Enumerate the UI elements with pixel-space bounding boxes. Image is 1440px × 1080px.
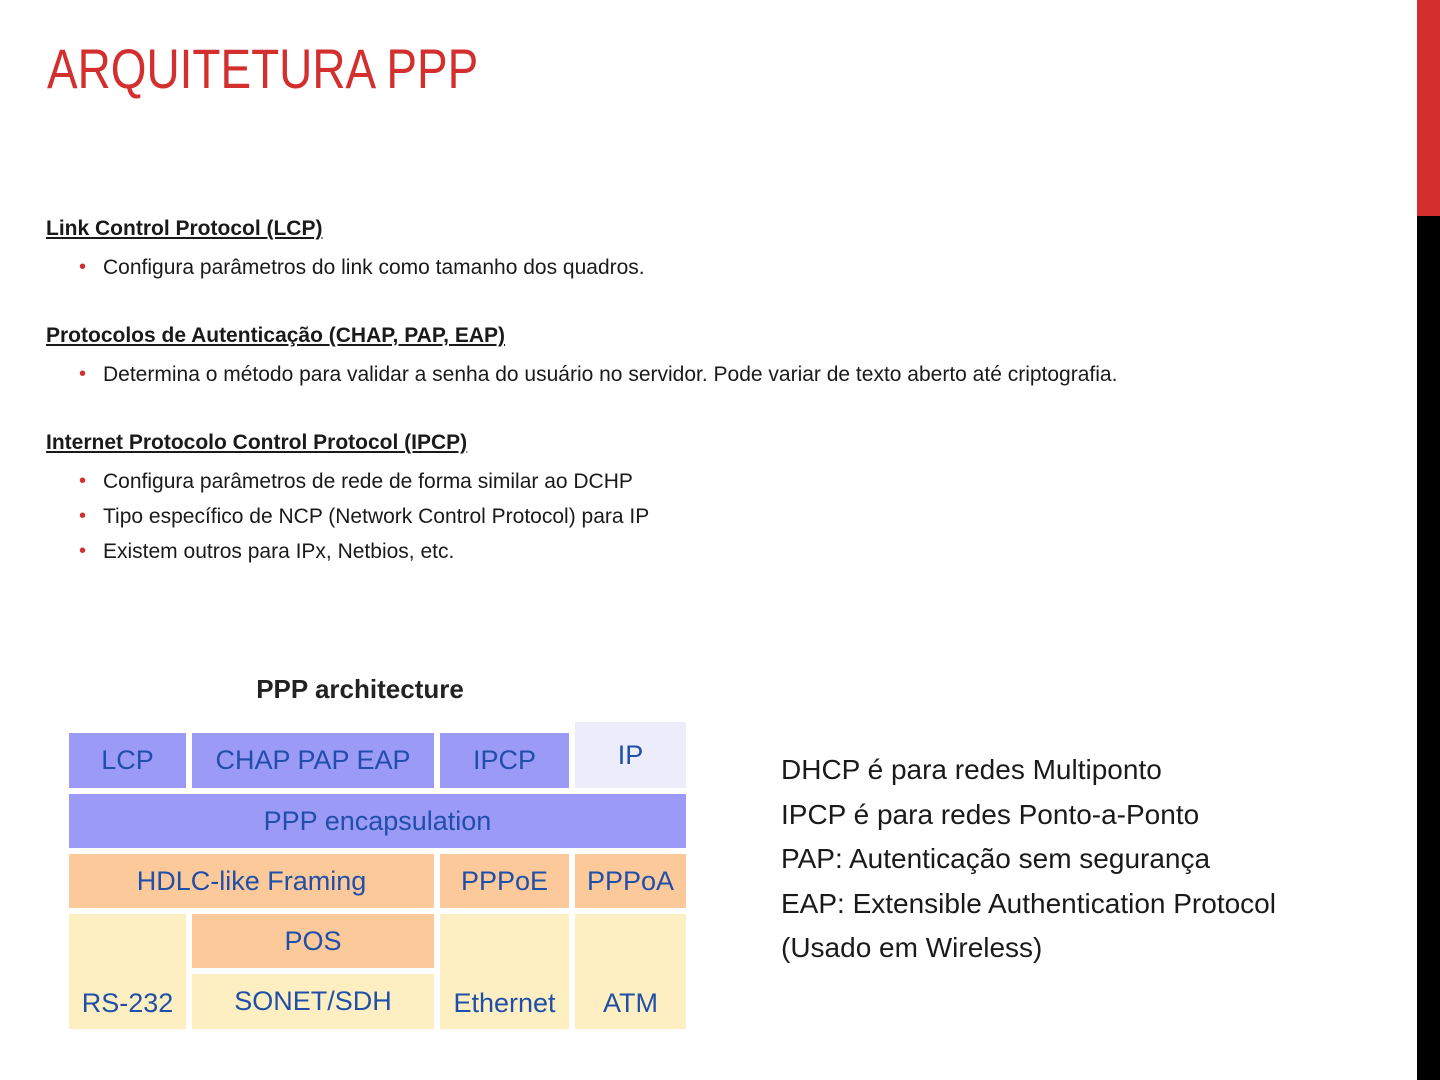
accent-bar-red: [1417, 0, 1440, 216]
accent-bar-black: [1417, 216, 1440, 1080]
diagram-title: PPP architecture: [256, 674, 464, 704]
bullet-icon: •: [79, 505, 87, 527]
section-heading: Internet Protocolo Control Protocol (IPCP): [46, 431, 468, 454]
bullet-item: [46, 534, 1396, 569]
bullet-item: [46, 357, 1396, 392]
cell-ethernet: Ethernet: [440, 914, 569, 1029]
bullet-item: [46, 499, 1396, 534]
note-line: (Usado em Wireless): [781, 932, 1043, 963]
cell-rs232: RS-232: [69, 914, 186, 1029]
cell-sonet-sdh: SONET/SDH: [192, 974, 434, 1029]
bullet-icon: •: [79, 256, 87, 278]
cell-pppoa: PPPoA: [575, 854, 686, 908]
bullet-text: Determina o método para validar a senha do usuário no servidor. Pode variar de texto aberto até criptografia.: [103, 363, 1118, 386]
cell-lcp: LCP: [69, 733, 186, 788]
note-line: IPCP é para redes Ponto-a-Ponto: [781, 798, 1200, 830]
cell-pos: POS: [192, 914, 434, 968]
cell-ppp-encapsulation: PPP encapsulation: [69, 794, 686, 848]
bullet-item: [46, 464, 1396, 499]
bullet-text: Configura parâmetros do link como tamanho dos quadros.: [103, 256, 645, 279]
slide-body: [46, 212, 1396, 603]
bullet-text: Tipo específico de NCP (Network Control Protocol) para IP: [103, 505, 650, 528]
section-heading: Protocolos de Autenticação (CHAP, PAP, EAP): [46, 324, 505, 347]
section-auth: [46, 319, 1396, 392]
section-lcp: [46, 212, 1396, 285]
bullet-list: [46, 357, 1396, 392]
notes-block: [781, 748, 1276, 971]
bullet-icon: •: [79, 363, 87, 385]
bullet-icon: •: [79, 470, 87, 492]
slide-title: ARQUITETURA PPP: [47, 37, 479, 100]
bullet-list: [46, 464, 1396, 569]
note-line: DHCP é para redes Multiponto: [781, 754, 1162, 785]
bullet-icon: •: [79, 540, 87, 562]
bullet-list: [46, 250, 1396, 285]
section-heading: Link Control Protocol (LCP): [46, 217, 323, 240]
section-ipcp: [46, 426, 1396, 569]
cell-ipcp: IPCP: [440, 733, 569, 788]
ppp-architecture-diagram: [60, 666, 700, 1046]
cell-pppoe: PPPoE: [440, 854, 569, 908]
cell-hdlc-framing: HDLC-like Framing: [69, 854, 434, 908]
cell-atm: ATM: [575, 914, 686, 1029]
note-line: PAP: Autenticação sem segurança: [781, 843, 1211, 874]
cell-chap-pap-eap: CHAP PAP EAP: [192, 733, 434, 788]
bullet-item: [46, 250, 1396, 285]
bullet-text: Configura parâmetros de rede de forma similar ao DCHP: [103, 470, 633, 493]
cell-ip: IP: [575, 722, 686, 788]
bullet-text: Existem outros para IPx, Netbios, etc.: [103, 540, 455, 563]
note-line: EAP: Extensible Authentication Protocol: [781, 887, 1276, 919]
